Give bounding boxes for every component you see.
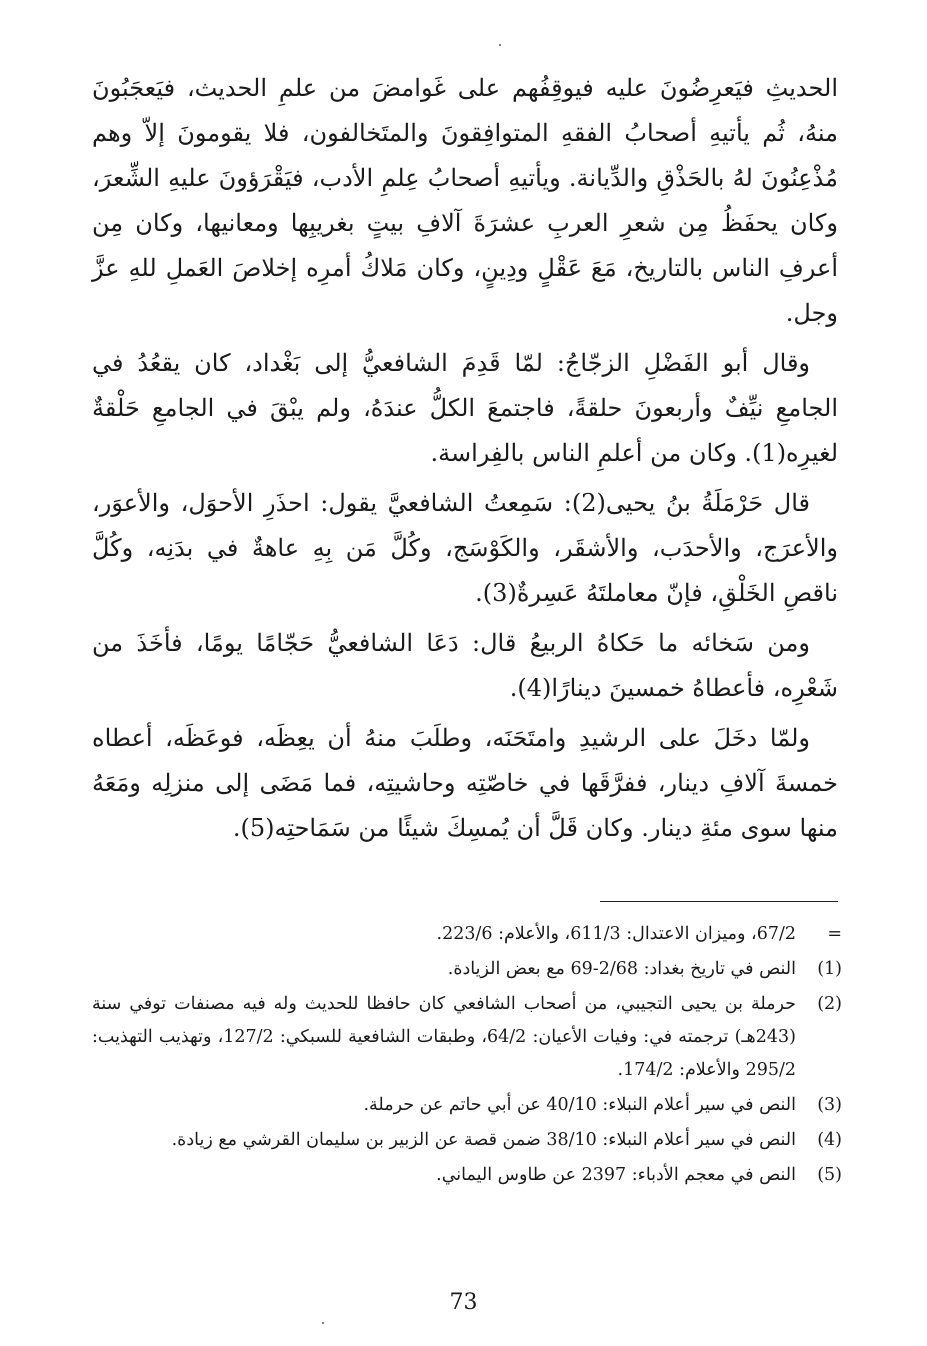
main-text-block — [92, 66, 838, 856]
footnote-1 — [92, 953, 842, 986]
footnote-separator — [600, 901, 838, 902]
paragraph-3: قال حَرْمَلَةُ بنُ يحيى(2): سَمِعتُ الشافعيَّ يقول: احذَرِ الأحوَل، والأعوَر، والأعرَج، والأحدَب، والأشقَر، والكَوْسَج، وكُلَّ مَن بِهِ عاهةٌ في بدَنِه، وكُلَّ ناقصِ الخَلْقِ، فإنّ معاملتَهُ عَسِرةٌ(3). — [92, 489, 838, 607]
footnote-marker: = — [827, 924, 842, 944]
footnote-3 — [92, 1089, 842, 1122]
footnote-marker: (4) — [817, 1130, 842, 1150]
footnote-continuation — [92, 918, 842, 951]
footnote-text: 67/2، وميزان الاعتدال: 611/3، والأعلام: 223/6. — [436, 924, 796, 944]
footnote-marker: (2) — [817, 994, 842, 1014]
paragraph-1: الحديثِ فيَعرِضُونَ عليه فيوقِفُهم على غَوامضَ من علمِ الحديث، فيَعجَبُونَ منهُ، ثُم يأتيهِ أصحابُ الفقهِ المتوافِقونَ والمتَخالفون، فلا يقومونَ إلاّ وهم مُذْعِنُونَ لهُ بالحَذْقِ والدِّيانة. ويأتيهِ أصحابُ عِلمِ الأدب، فيَقْرَؤونَ عليهِ الشِّعرَ، وكان يحفَظُ مِن شعرِ العربِ عشرَةَ آلافِ بيتٍ بغريبِها ومعانيها، وكان مِن أعرفِ الناس بالتاريخ، مَعَ عَقْلٍ ودِينٍ، وكان مَلاكُ أمرِه إخلاصَ العَملِ للهِ عزَّ وجل. — [92, 74, 838, 327]
footnotes-block — [92, 918, 842, 1194]
footnote-4 — [92, 1124, 842, 1157]
footnote-text: النص في تاريخ بغداد: 2/68-69 مع بعض الزيادة. — [447, 959, 796, 979]
footnote-text: النص في سير أعلام النبلاء: 38/10 ضمن قصة عن الزبير بن سليمان القرشي مع زيادة. — [171, 1130, 796, 1150]
footnote-marker: (1) — [817, 959, 842, 979]
footnote-marker: (3) — [817, 1095, 842, 1115]
page-number: 73 — [449, 1290, 478, 1315]
footnote-2 — [92, 988, 842, 1087]
scan-speck — [499, 44, 501, 46]
paragraph-4: ومن سَخائه ما حَكاهُ الربيعُ قال: دَعَا الشافعيُّ حَجّامًا يومًا، فأخَذَ من شَعْرِه، فأعطاهُ خمسينَ دينارًا(4). — [92, 629, 838, 702]
footnote-marker: (5) — [817, 1165, 842, 1185]
paragraph-2: وقال أبو الفَضْلِ الزجّاجُ: لمّا قَدِمَ الشافعيُّ إلى بَغْداد، كان يقعُدُ في الجامعِ نيِّفٌ وأربعونَ حلقةً، فاجتمعَ الكلُّ عندَهُ، ولم يبْقَ في الجامعِ حَلْقةٌ لغيرِه(1). وكان من أعلمِ الناس بالفِراسة. — [92, 349, 838, 467]
footnote-text: النص في معجم الأدباء: 2397 عن طاوس اليماني. — [436, 1165, 796, 1185]
scan-speck — [322, 1322, 324, 1324]
paragraph-5: ولمّا دخَلَ على الرشيدِ وامتَحَنَه، وطلَبَ منهُ أن يعِظَه، فوعَظَه، أعطاه خمسةَ آلافِ دينار، ففرَّقَها في خاصّتِه وحاشيتِه، فما مَضَى إلى منزلِه ومَعَهُ منها سوى مئةِ دينار. وكان قَلَّ أن يُمسِكَ شيئًا من سَمَاحتِه(5). — [92, 724, 838, 842]
footnote-text: حرملة بن يحيى التجيبي، من أصحاب الشافعي كان حافظا للحديث وله فيه مصنفات توفي سنة (243هـ) ترجمته في: وفيات الأعيان: 64/2، وطبقات الشافعية للسبكي: 127/2، وتهذيب التهذيب: 295/2 والأعلام: 174/2. — [92, 994, 796, 1080]
footnote-5 — [92, 1159, 842, 1192]
footnote-text: النص في سير أعلام النبلاء: 40/10 عن أبي حاتم عن حرملة. — [363, 1095, 796, 1115]
